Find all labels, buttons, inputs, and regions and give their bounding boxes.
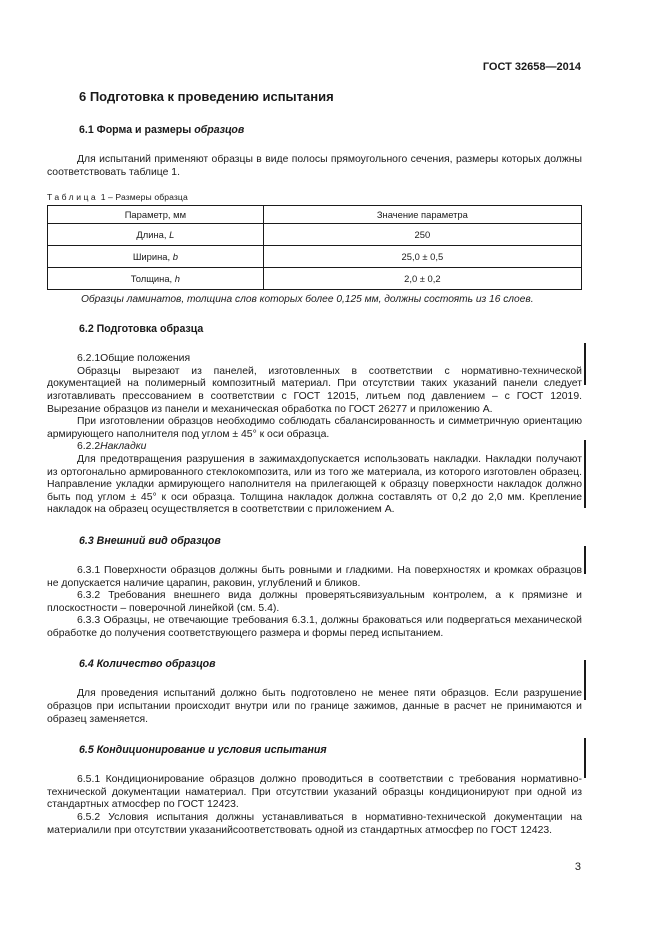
column-header-parameter: Параметр, мм [48, 206, 264, 224]
paragraph-6-3-1: 6.3.1 Поверхности образцов должны быть ровными и гладкими. На поверхностях и кромках образцов не допускается наличие царапин, раковин, углублений и бликов. [47, 564, 582, 589]
section-title: 6 Подготовка к проведению испытания [79, 89, 334, 104]
table-note: Образцы ламинатов, толщина слов которых более 0,125 мм, должны состоять из 16 слоев. [81, 294, 534, 306]
subsection-6-3-title: 6.3 Внешний вид образцов [79, 534, 221, 547]
subsection-6-2-2-title: 6.2.2Накладки [77, 441, 147, 453]
subsection-6-4-title: 6.4 Количество образцов [79, 658, 216, 671]
subsection-6-2-1-title: 6.2.1Общие положения [77, 353, 191, 365]
table-cell-parameter: Ширина, b [48, 246, 264, 268]
paragraph-6-2-1-b: При изготовлении образцов необходимо соблюдать сбалансированность и симметричную ориентацию армирующего наполнителя под углом ± 45° к оси образца. [47, 416, 582, 440]
table-header-row [48, 206, 582, 224]
document-code: ГОСТ 32658—2014 [482, 61, 581, 73]
table-cell-value: 25,0 ± 0,5 [263, 246, 581, 268]
page-content [47, 89, 582, 837]
samples-size-table [47, 205, 582, 290]
subsection-6-1-title: 6.1 Форма и размеры образцов [79, 124, 245, 136]
column-header-value: Значение параметра [263, 206, 581, 224]
change-bar [584, 738, 586, 778]
table-caption: Таблица 1 – Размеры образца [47, 192, 188, 203]
table-cell-parameter: Толщина, h [48, 268, 264, 290]
paragraph-6-1: Для испытаний применяют образцы в виде полосы прямоугольного сечения, размеры которых должны соответствовать таблице 1. [47, 154, 582, 178]
subsection-6-5-title: 6.5 Кондиционирование и условия испытания [79, 744, 327, 757]
table-row [48, 246, 582, 268]
table-row [48, 268, 582, 290]
table-cell-parameter: Длина, L [48, 224, 264, 246]
table-row [48, 224, 582, 246]
table-cell-value: 2,0 ± 0,2 [263, 268, 581, 290]
table-cell-value: 250 [263, 224, 581, 246]
paragraph-6-2-1-a: Образцы вырезают из панелей, изготовленных в соответствии с нормативно-технической документацией на полимерный композитный материал. При отсутствии таких указаний панели следует изготавливать прессованием в соответствии с ГОСТ 12015, литьем под давлением – с ГОСТ 12019. Вырезание образцов из панели и механическая обработка по ГОСТ 26277 и приложению А. [47, 365, 582, 415]
change-bar [584, 660, 586, 700]
paragraph-6-4: Для проведения испытаний должно быть подготовлено не менее пяти образцов. Если разрушение образцов при испытании происходит внутри или по границе зажимов, данные в расчет не принимаются и образец заменяется. [47, 688, 582, 725]
paragraph-6-2-2: Для предотвращения разрушения в зажимахдопускается использовать накладки. Накладки получают из ортогонально армированного стеклокомпозита, или из того же материала, из которого изготовлен образец. Направление укладки армирующего наполнителя на прилегающей к образцу поверхности накладок должно быть под углом ± 45° к оси образца. Толщина накладок должна составлять от 0,2 до 2,0 мм. Крепление накладок на образец осуществляется в соответствии с приложением А. [47, 453, 582, 516]
change-bar [584, 440, 586, 508]
change-bar [584, 546, 586, 574]
page-number: 3 [574, 861, 581, 873]
subsection-6-2-title: 6.2 Подготовка образца [79, 323, 204, 336]
paragraph-6-5-1: 6.5.1 Кондиционирование образцов должно проводиться в соответствии с требования нормативно-технической документации наматериал. При отсутствии указаний образцы кондиционируют при одной из стандартных атмосфер по ГОСТ 12423. [47, 774, 582, 811]
paragraph-6-3-2: 6.3.2 Требования внешнего вида должны проверятьсявизуальным контролем, а к прямизне и плоскостности – поверочной линейкой (см. 5.4). [47, 590, 582, 614]
paragraph-6-5-2: 6.5.2 Условия испытания должны устанавливаться в нормативно-технической документации на материалили при отсутствии указанийсоответствовать одной из стандартных атмосфер по ГОСТ 12423. [47, 812, 582, 836]
change-bar [584, 343, 586, 385]
paragraph-6-3-3: 6.3.3 Образцы, не отвечающие требования 6.3.1, должны браковаться или подвергаться механической обработке до получения соответствующего размера и формы перед испытанием. [47, 615, 582, 639]
